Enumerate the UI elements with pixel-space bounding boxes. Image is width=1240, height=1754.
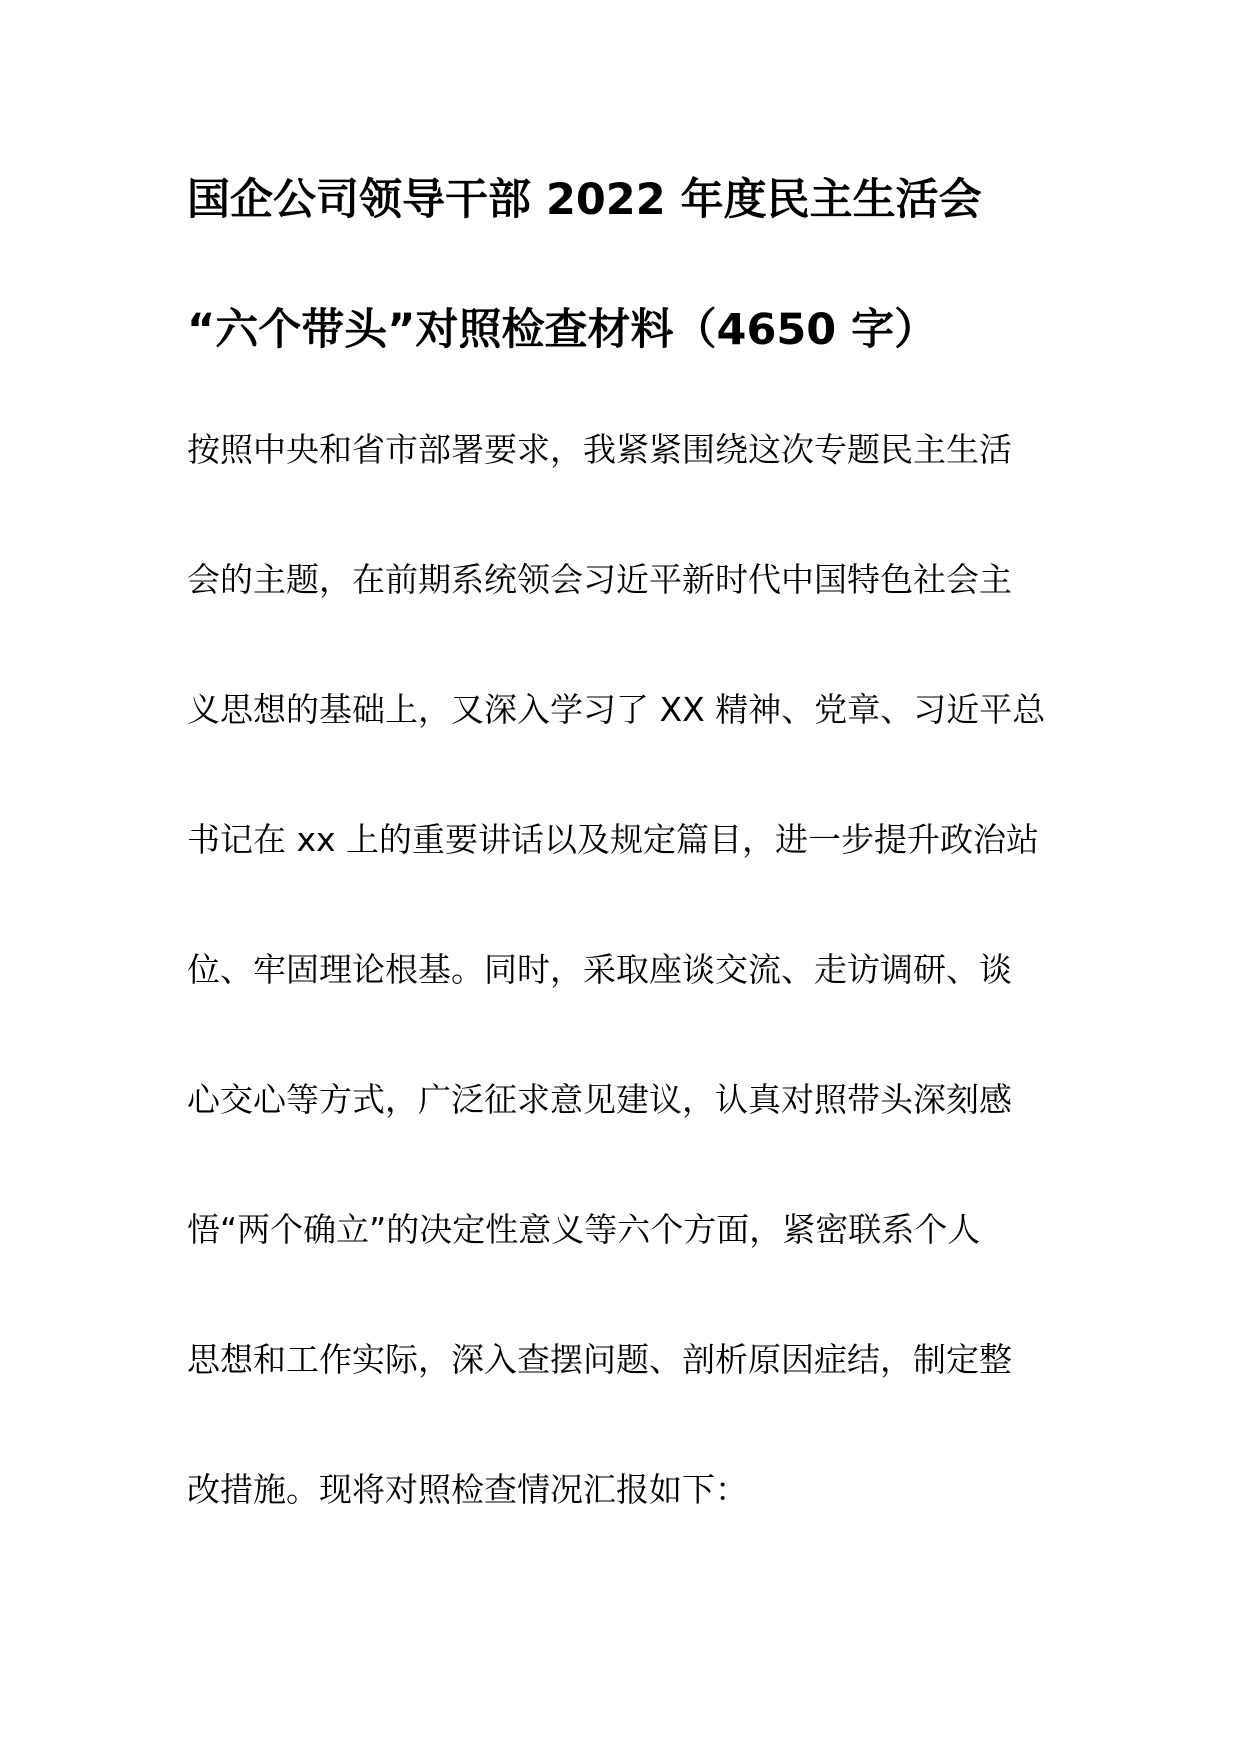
document-title-line-1: 国企公司领导干部 2022 年度民主生活会 [187,175,982,225]
body-paragraph-line-3: 义思想的基础上，又深入学习了 XX 精神、党章、习近平总 [187,690,1046,729]
body-paragraph-line-1: 按照中央和省市部署要求，我紧紧围绕这次专题民主生活 [187,430,1012,469]
body-paragraph-line-5: 位、牢固理论根基。同时，采取座谈交流、走访调研、谈 [187,950,1012,989]
body-paragraph-line-4: 书记在 xx 上的重要讲话以及规定篇目，进一步提升政治站 [187,820,1040,859]
body-paragraph-line-8: 思想和工作实际，深入查摆问题、剖析原因症结，制定整 [187,1340,1012,1379]
body-paragraph-line-6: 心交心等方式，广泛征求意见建议，认真对照带头深刻感 [187,1080,1012,1119]
body-paragraph-line-9: 改措施。现将对照检查情况汇报如下： [187,1470,748,1509]
body-paragraph-line-2: 会的主题，在前期系统领会习近平新时代中国特色社会主 [187,560,1012,599]
body-paragraph-line-7: 悟“两个确立”的决定性意义等六个方面，紧密联系个人 [187,1210,981,1249]
document-title-line-2: “六个带头”对照检查材料（4650 字） [187,305,938,355]
